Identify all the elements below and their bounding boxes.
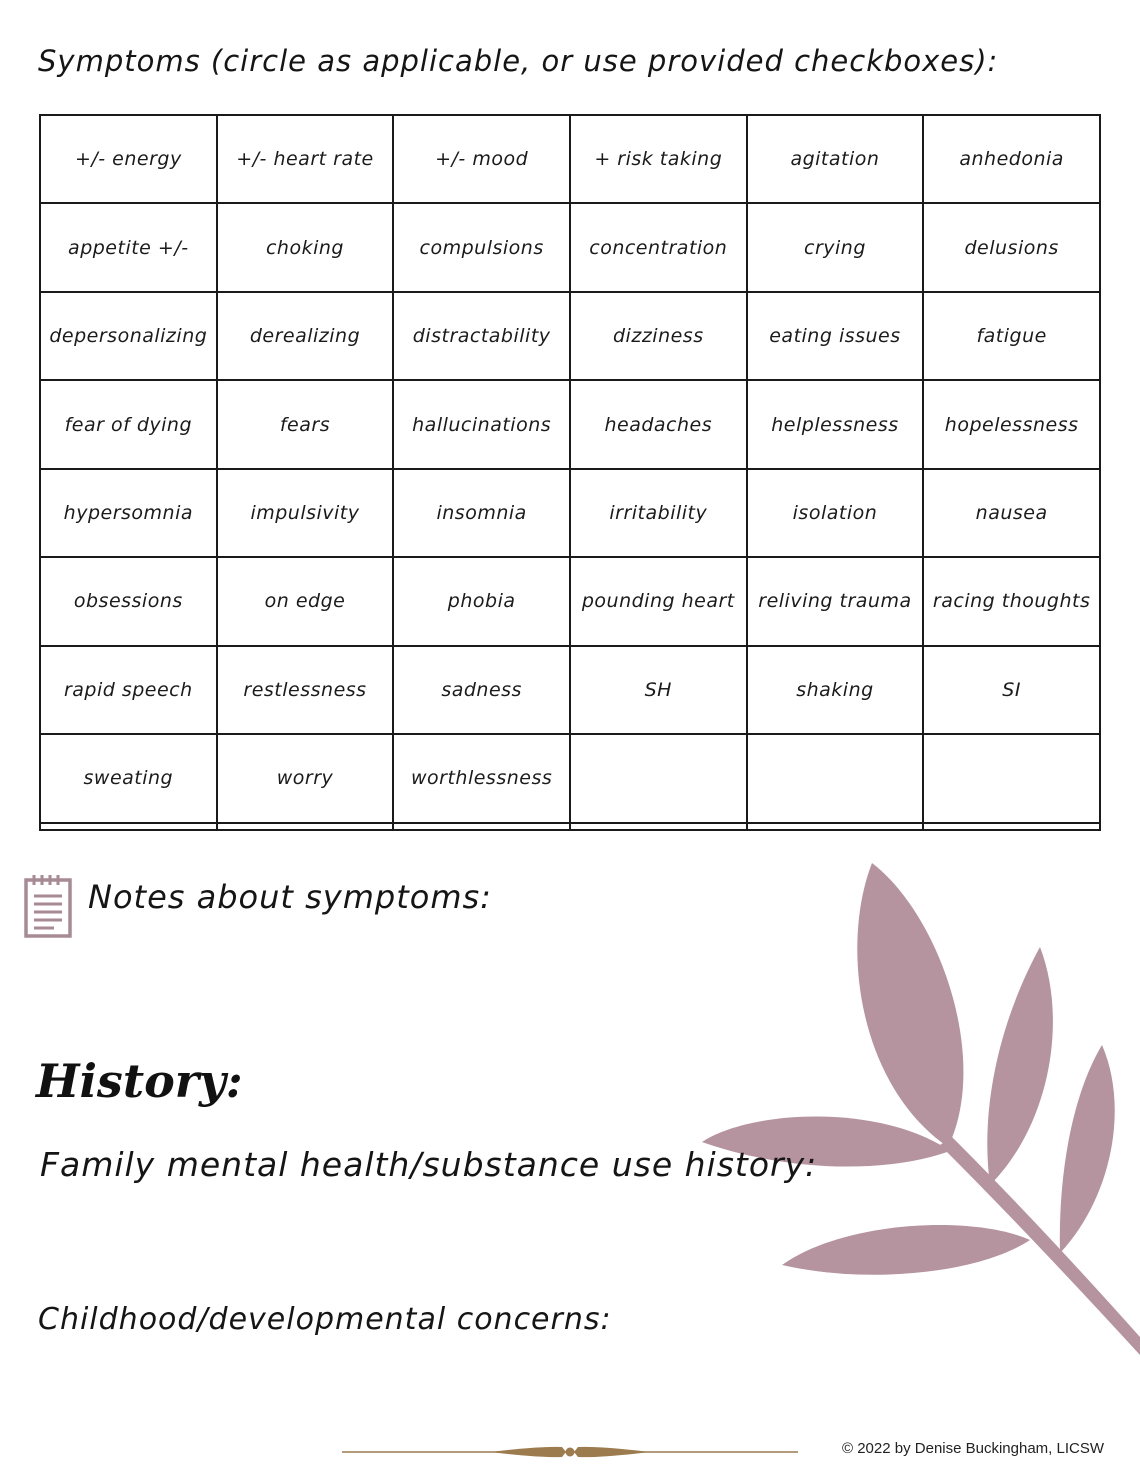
- symptom-grid: [39, 114, 1101, 831]
- symptom-cell[interactable]: appetite +/-: [40, 203, 217, 291]
- notes-heading: Notes about symptoms:: [88, 878, 492, 916]
- symptom-row: [40, 203, 1100, 291]
- symptom-cell[interactable]: + risk taking: [570, 115, 747, 203]
- symptom-cell[interactable]: concentration: [570, 203, 747, 291]
- empty-symptom-cell[interactable]: [40, 823, 217, 830]
- symptom-cell[interactable]: +/- energy: [40, 115, 217, 203]
- symptom-cell[interactable]: shaking: [747, 646, 924, 734]
- history-title: History:: [36, 1054, 243, 1108]
- symptom-cell[interactable]: crying: [747, 203, 924, 291]
- empty-symptom-cell[interactable]: [570, 823, 747, 830]
- symptom-cell[interactable]: isolation: [747, 469, 924, 557]
- symptom-cell[interactable]: SI: [923, 646, 1100, 734]
- symptom-cell[interactable]: agitation: [747, 115, 924, 203]
- symptom-cell[interactable]: distractability: [393, 292, 570, 380]
- symptom-cell[interactable]: racing thoughts: [923, 557, 1100, 645]
- symptom-cell[interactable]: derealizing: [217, 292, 394, 380]
- symptom-row: [40, 734, 1100, 822]
- symptom-cell[interactable]: irritability: [570, 469, 747, 557]
- empty-symptom-cell[interactable]: [217, 823, 394, 830]
- leaf-right-lower: [1060, 1045, 1115, 1253]
- symptom-cell[interactable]: hypersomnia: [40, 469, 217, 557]
- family-history-heading: Family mental health/substance use history:: [40, 1145, 818, 1184]
- symptom-row: [40, 469, 1100, 557]
- symptom-cell[interactable]: SH: [570, 646, 747, 734]
- ornamental-divider: [340, 1440, 800, 1464]
- symptom-cell[interactable]: on edge: [217, 557, 394, 645]
- leaf-left-lower: [782, 1225, 1030, 1275]
- symptom-row: [40, 646, 1100, 734]
- symptom-cell[interactable]: hopelessness: [923, 380, 1100, 468]
- symptom-cell[interactable]: insomnia: [393, 469, 570, 557]
- symptom-row: [40, 292, 1100, 380]
- symptom-cell[interactable]: reliving trauma: [747, 557, 924, 645]
- symptom-cell[interactable]: restlessness: [217, 646, 394, 734]
- symptom-cell[interactable]: anhedonia: [923, 115, 1100, 203]
- symptom-cell[interactable]: worry: [217, 734, 394, 822]
- notepad-icon: [22, 872, 74, 940]
- copyright-text: © 2022 by Denise Buckingham, LICSW: [842, 1440, 1105, 1457]
- empty-symptom-cell[interactable]: [570, 734, 747, 822]
- symptom-cell[interactable]: rapid speech: [40, 646, 217, 734]
- symptom-cell[interactable]: obsessions: [40, 557, 217, 645]
- leaf-top: [857, 863, 963, 1147]
- symptom-cell[interactable]: sweating: [40, 734, 217, 822]
- empty-symptom-cell[interactable]: [923, 734, 1100, 822]
- empty-symptom-cell[interactable]: [923, 823, 1100, 830]
- childhood-concerns-heading: Childhood/developmental concerns:: [38, 1302, 612, 1337]
- empty-symptom-cell[interactable]: [393, 823, 570, 830]
- symptom-row: [40, 557, 1100, 645]
- symptom-cell[interactable]: pounding heart: [570, 557, 747, 645]
- symptom-cell[interactable]: helplessness: [747, 380, 924, 468]
- symptom-cell[interactable]: hallucinations: [393, 380, 570, 468]
- leaf-right-upper: [987, 947, 1053, 1185]
- empty-symptom-cell[interactable]: [747, 734, 924, 822]
- symptoms-heading: Symptoms (circle as applicable, or use provided checkboxes):: [38, 44, 999, 78]
- symptom-cell[interactable]: fatigue: [923, 292, 1100, 380]
- symptom-cell[interactable]: delusions: [923, 203, 1100, 291]
- symptom-cell[interactable]: choking: [217, 203, 394, 291]
- symptom-cell[interactable]: compulsions: [393, 203, 570, 291]
- symptom-cell[interactable]: impulsivity: [217, 469, 394, 557]
- symptom-cell[interactable]: eating issues: [747, 292, 924, 380]
- symptom-cell[interactable]: depersonalizing: [40, 292, 217, 380]
- symptom-cell[interactable]: fear of dying: [40, 380, 217, 468]
- symptom-cell[interactable]: headaches: [570, 380, 747, 468]
- symptom-row: [40, 115, 1100, 203]
- symptom-cell[interactable]: +/- heart rate: [217, 115, 394, 203]
- symptom-cell[interactable]: sadness: [393, 646, 570, 734]
- symptom-row: [40, 823, 1100, 830]
- symptom-cell[interactable]: worthlessness: [393, 734, 570, 822]
- symptom-row: [40, 380, 1100, 468]
- symptom-cell[interactable]: phobia: [393, 557, 570, 645]
- symptom-cell[interactable]: nausea: [923, 469, 1100, 557]
- leaf-branch-illustration: [690, 855, 1140, 1355]
- symptom-cell[interactable]: fears: [217, 380, 394, 468]
- symptom-cell[interactable]: +/- mood: [393, 115, 570, 203]
- symptom-cell[interactable]: dizziness: [570, 292, 747, 380]
- empty-symptom-cell[interactable]: [747, 823, 924, 830]
